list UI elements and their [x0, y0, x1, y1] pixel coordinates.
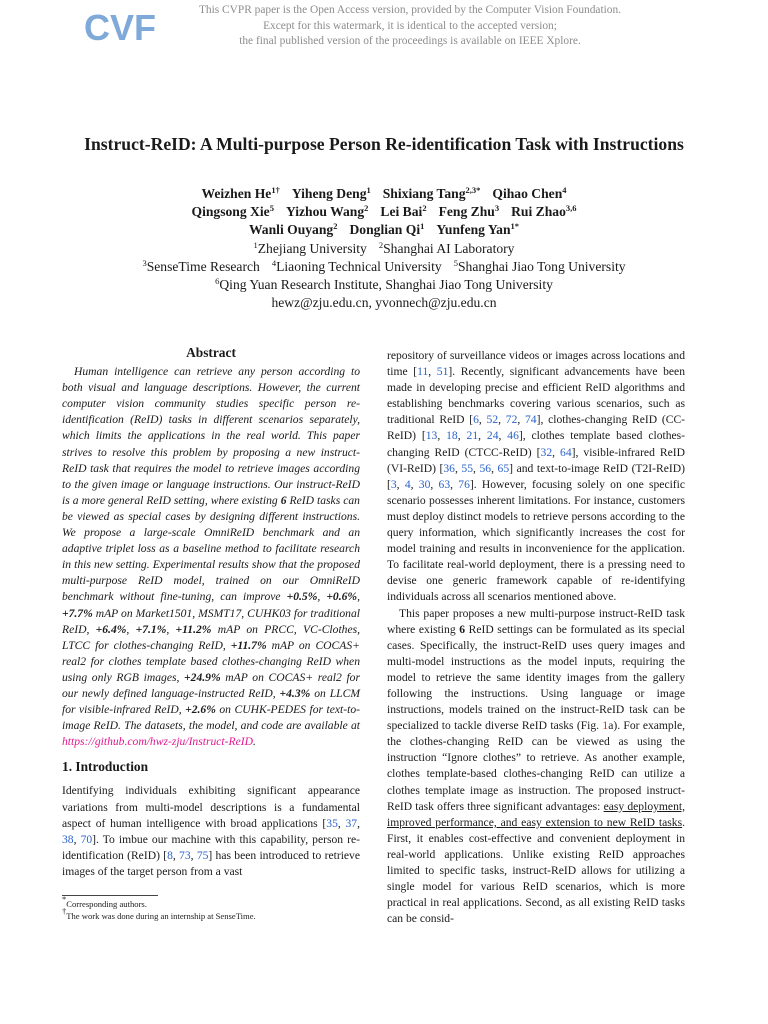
- affiliation: $^4$Liaoning Technical University: [271, 257, 442, 274]
- affiliation: $^2$Shanghai AI Laboratory: [378, 239, 515, 256]
- citation-link[interactable]: 30: [418, 477, 431, 491]
- citation-link[interactable]: 37: [345, 816, 358, 830]
- citation-link[interactable]: 21: [466, 429, 479, 443]
- cvf-logo: [84, 6, 156, 48]
- citation-link[interactable]: 24: [486, 429, 499, 443]
- citation-link[interactable]: 72: [505, 413, 518, 427]
- author-line: [40, 221, 728, 239]
- paper-title: Instruct-ReID: A Multi-purpose Person Re-identification Task with Instructions: [84, 134, 684, 154]
- citation-link[interactable]: 11: [417, 365, 429, 379]
- footnote: *Corresponding authors.: [62, 894, 147, 909]
- watermark-line: Except for this watermark, it is identical to the accepted version;: [263, 19, 557, 32]
- citation-link[interactable]: 35: [326, 816, 338, 830]
- author-emails: hewz@zju.edu.cn, yvonnech@zju.edu.cn: [271, 295, 497, 311]
- citation-link[interactable]: 6: [473, 413, 479, 427]
- author: Qingsong Xie$^5$: [191, 203, 274, 220]
- code-link[interactable]: https://github.com/hwz-zju/Instruct-ReID: [62, 735, 253, 749]
- affiliation: $^1$Zhejiang University: [253, 239, 367, 256]
- author: Yizhou Wang$^2$: [285, 203, 369, 220]
- intro-paragraph: Identifying individuals exhibiting significant appearance variations from multi-model descriptions is a fundamental aspect of human intelligence with broad applications [35, 37, 38, 70]. To imbue our machine with this capability, person re-identification (ReID) [8, 73, 75] has been introduced to retrieve images of the target person from a vast: [62, 784, 361, 878]
- author: Donglian Qi$^1$: [349, 221, 425, 238]
- citation-link[interactable]: 73: [179, 848, 191, 862]
- author: Rui Zhao$^{3,6}$: [511, 203, 577, 220]
- author: Qihao Chen$^4$: [492, 185, 567, 201]
- citation-link[interactable]: 32: [540, 445, 553, 459]
- citation-link[interactable]: 63: [438, 477, 451, 491]
- svg-text:CVF: CVF: [84, 7, 156, 48]
- author: Yiheng Deng$^1$: [291, 185, 371, 201]
- footnote-rule: [62, 895, 158, 896]
- abstract-text: Human intelligence can retrieve any person according to both visual and language descriptions. However, the current computer vision community studies specific person re-identification (ReID) tasks in different scenarios separately, which limits the applications in the real world. This paper strives to resolve this problem by proposing a new instruct-ReID task that requires the model to retrieve images according to the given image or language instructions. Our instruct-ReID is a more general ReID setting, where existing 6 ReID tasks can be viewed as special cases by designing different instructions. We propose a large-scale OmniReID benchmark and an adaptive triplet loss as a baseline method to facilitate research in this new setting. Experimental results show that the proposed multi-purpose ReID model, trained on our OmniReID benchmark without fine-tuning, can improve +0.5%, +0.6%, +7.7% mAP on Market1501, MSMT17, CUHK03 for traditional ReID, +6.4%, +7.1%, +11.2% mAP on PRCC, VC-Clothes, LTCC for clothes-changing ReID, +11.7% mAP on COCAS+ real2 for clothes template based clothes-changing ReID when using only RGB images, +24.9% mAP on COCAS+ real2 for our newly defined language-instructed ReID, +4.3% on LLCM for visible-infrared ReID, +2.6% on CUHK-PEDES for text-to-image ReID. The datasets, the model, and code are available at https://github.com/hwz-zju/Instruct-ReID.: [62, 365, 361, 749]
- citation-link[interactable]: 64: [560, 445, 572, 459]
- author: Shixiang Tang$^{2,3*}$: [382, 185, 481, 201]
- footnote: †The work was done during an internship at SenseTime.: [62, 905, 256, 921]
- citation-link[interactable]: 4: [404, 477, 411, 491]
- affiliation: $^5$Shanghai Jiao Tong University: [453, 257, 626, 274]
- citation-link[interactable]: 38: [62, 832, 74, 846]
- left-column: [62, 345, 360, 880]
- citation-link[interactable]: 65: [497, 461, 510, 475]
- watermark-line: the final published version of the proceedings is available on IEEE Xplore.: [239, 35, 581, 47]
- citation-link[interactable]: 55: [461, 461, 474, 475]
- affiliation: $^6$Qing Yuan Research Institute, Shanghai Jiao Tong University: [215, 276, 553, 293]
- underlined-advantages: easy deployment, improved performance, and easy extension to new ReID tasks: [387, 799, 685, 829]
- author-line: [40, 203, 728, 221]
- citation-link[interactable]: 3: [390, 477, 397, 491]
- citation-link[interactable]: 18: [446, 429, 458, 443]
- affiliation-line: [40, 276, 728, 294]
- citation-link[interactable]: 52: [486, 413, 499, 427]
- section-heading-introduction: 1. Introduction: [62, 759, 149, 775]
- citation-link[interactable]: 56: [479, 461, 492, 475]
- affiliation: $^3$SenseTime Research: [142, 257, 260, 274]
- citation-link[interactable]: 51: [436, 365, 449, 379]
- citation-link[interactable]: 75: [196, 848, 209, 862]
- watermark-line: This CVPR paper is the Open Access version, provided by the Computer Vision Foundation.: [198, 4, 622, 16]
- author: Weizhen $He^{1\dagger}$: [201, 185, 280, 201]
- author: Feng Zhu$^3$: [438, 203, 500, 220]
- footnotes: [62, 895, 360, 922]
- citation-link[interactable]: 13: [425, 429, 438, 443]
- right-column: [387, 348, 685, 927]
- author: Yunfeng Yan$^{1*}$: [436, 221, 520, 238]
- figure-reference-link[interactable]: 1: [602, 719, 609, 733]
- citation-link[interactable]: 74: [525, 413, 537, 427]
- abstract-heading: Abstract: [186, 345, 236, 360]
- author-line: [40, 185, 728, 203]
- citation-link[interactable]: 8: [167, 848, 173, 862]
- intro-paragraph-continued: repository of surveillance videos or images across locations and time [11, 51]. Recently, significant advancements have been made in developing precise and efficient ReID algorithms and establishing benchmarks covering various scenarios, such as traditional ReID [6, 52, 72, 74], clothes-changing ReID (CC-ReID) [13, 18, 21, 24, 46], clothes template based clothes-changing ReID (CTCC-ReID) [32, 64], visible-infrared ReID (VI-ReID) [36, 55, 56, 65] and text-to-image ReID (T2I-ReID) [3, 4, 30, 63, 76]. However, focusing solely on one specific scenario possesses inherent limitations. For instance, customers must deploy distinct models to retrieve persons according to the query information, which significantly increases the cost for model training and results in inconvenience for the application. To facilitate real-world deployment, there is a pressing need to devise one generic framework capable of re-identifying individuals across all scenarios mentioned above.: [387, 349, 686, 604]
- citation-link[interactable]: 76: [458, 477, 470, 491]
- author-block: [40, 185, 728, 312]
- open-access-watermark: [180, 3, 640, 50]
- citation-link[interactable]: 70: [80, 832, 93, 846]
- affiliation-line: [40, 258, 728, 276]
- author: Lei Bai$^2$: [380, 203, 427, 220]
- intro-paragraph: This paper proposes a new multi-purpose instruct-ReID task where existing 6 ReID settings can be formulated as its special cases. Specifically, the instruct-ReID uses query images and multi-model instructions as the model inputs, requiring the model to retrieve the same identity images from the gallery following the instructions. Using language or image instructions, models trained on the instruct-ReID task can be specialized to tackle diverse ReID tasks (Fig. 1a). For example, the clothes-changing ReID can be viewed as using the instruction “Ignore clothes” to retrieve. As another example, clothes template-based clothes-changing ReID can utilize a clothes template image as instruction. The proposed instruct-ReID task offers three significant advantages: easy deployment, improved performance, and easy extension to new ReID tasks. First, it enables cost-effective and convenient deployment in real-world applications. Unlike existing ReID approaches limited to specific tasks, instruct-ReID allows for utilizing a single model for various ReID scenarios, which is more practical in real applications. Second, as all existing ReID tasks can be consid-: [387, 606, 685, 926]
- citation-link[interactable]: 36: [443, 461, 455, 475]
- affiliation-line: [40, 240, 728, 258]
- citation-link[interactable]: 46: [507, 429, 519, 443]
- author: Wanli Ouyang$^2$: [248, 221, 338, 238]
